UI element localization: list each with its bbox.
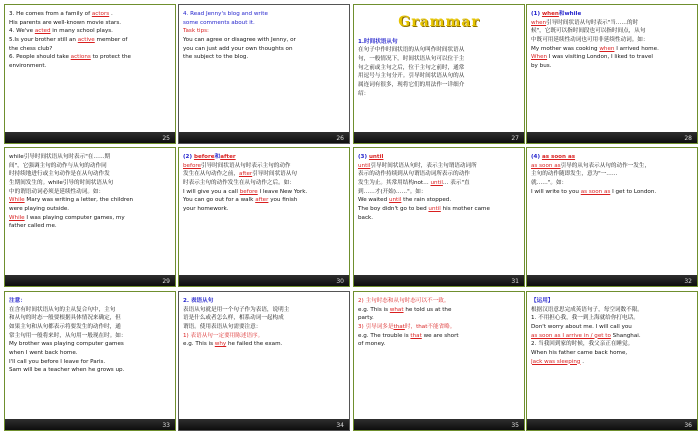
slide-text-line: party. — [358, 315, 374, 322]
slide-number: 30 — [336, 278, 344, 285]
slide-content — [531, 297, 693, 416]
slide-text-line: Jack was sleeping . — [531, 358, 584, 365]
slide-text-line: 时持续地进行或主句动作是在从句动作发 — [9, 171, 110, 178]
slide-text-line: 3) 引导词多是that时，that不能省略。 — [358, 323, 456, 330]
slide-text-line: 属连词有很多，现将它们的用法作一详细介 — [358, 81, 465, 88]
slide-content — [358, 10, 520, 129]
slide-number: 27 — [511, 135, 519, 142]
slide-text-line: 绍： — [358, 90, 370, 97]
slide-text-line: 谓语。使用表语从句需要注意： — [183, 323, 262, 330]
slide-thumbnail[interactable] — [4, 147, 176, 287]
slide-text-line: 表语从句就是用一个句子作为表语，说明主 — [183, 306, 290, 313]
slide-content — [358, 153, 520, 272]
slide-content — [183, 297, 345, 416]
slide-text-line: 5.Is your brother still an active member of — [9, 36, 128, 43]
slide-thumbnail[interactable] — [178, 291, 350, 431]
slide-text-line: 和从句的时态一般要根据具体情况来确定，但 — [9, 315, 121, 322]
slide-text-line: 2. 当我回到家的时候，我父亲正在睡觉。 — [531, 341, 634, 348]
slide-content — [531, 10, 693, 129]
slide-text-line: 根据汉语意思完成英语句子，每空词数不限。 — [531, 306, 643, 313]
slide-thumbnail[interactable] — [526, 4, 698, 144]
slide-thumbnail[interactable] — [526, 147, 698, 287]
slide-text-line: Task tips: — [183, 28, 209, 35]
slide-text-line: 用逗号与主句分开。引导时间状语从句的从 — [358, 73, 465, 80]
slide-text-line: While Mary was writing a letter, the children — [9, 197, 134, 204]
slide-text-line: 1.时间状语从句 — [358, 38, 398, 45]
slide-number: 36 — [684, 422, 692, 429]
slide-footer-bar — [527, 275, 697, 286]
slide-thumbnail[interactable] — [4, 4, 176, 144]
slide-text-line: 常主句用一般将来时，从句用一般现在时。如： — [9, 332, 127, 339]
slide-text-line: My brother was playing computer games — [9, 341, 124, 348]
slide-number: 32 — [684, 278, 692, 285]
slide-text-line: 表示的动作持续到从句谓语动词所表示的动作 — [358, 171, 470, 178]
slide-thumbnail[interactable] — [4, 291, 176, 431]
slide-text-line: You can go out for a walk after you finish — [183, 197, 298, 204]
slide-text-line: 在句子中作时间状语的从句叫作时间状语从 — [358, 47, 465, 54]
slide-text-line: When his father came back home, — [531, 349, 628, 356]
slide-text-line: 主句的动作随即发生，意为"一…… — [531, 171, 618, 178]
slide-text-line: while引导时间状语从句时表示"在……期 — [9, 154, 111, 160]
slide-thumbnail[interactable] — [353, 147, 525, 287]
slide-text-line: were playing outside. — [9, 205, 70, 212]
slide-text-line: 3. He comes from a family of actors . — [9, 11, 113, 17]
slide-thumbnail[interactable] — [178, 4, 350, 144]
slide-thumbnail[interactable] — [178, 147, 350, 287]
slide-content — [183, 153, 345, 272]
slide-text-line: 1. 不用担心我，我一到上海就给你打电话。 — [531, 315, 639, 322]
slide-text-line: you can just add your own thoughts on — [183, 45, 293, 52]
slide-text-line: 1) 表语从句一定要用陈述语序。 — [183, 332, 264, 339]
slide-text-line: 时表示主句的动作发生在从句动作之后。如： — [183, 179, 295, 186]
slide-number: 34 — [336, 422, 344, 429]
slide-content — [531, 153, 693, 272]
slide-text-line: 语是什么或者怎么样，相系动词一起构成 — [183, 315, 284, 322]
slide-text-line: (2) before和after — [183, 154, 236, 160]
slide-footer-bar — [179, 419, 349, 430]
slide-number: 31 — [511, 278, 519, 285]
slide-text-line: I will write to you as soon as I get to London. — [531, 188, 657, 195]
slide-content — [9, 297, 171, 416]
slide-text-line: environment. — [9, 62, 47, 69]
slide-footer-bar — [179, 132, 349, 143]
slide-text-line: 2. 表语从句 — [183, 298, 214, 304]
slide-text-line: your homework. — [183, 205, 229, 212]
slide-text-line: While I was playing computer games, my — [9, 214, 125, 221]
slide-text-line: 生期间发生的。while引导的时间状语从句 — [9, 179, 114, 186]
slide-title: Grammar — [398, 14, 480, 30]
slide-text-line: 2) 主句时态和从句时态可以不一致。 — [358, 298, 450, 304]
slide-text-line: 中的谓语动词必须是延续性动词。如： — [9, 188, 105, 195]
slide-text-line: 【运用】 — [531, 298, 554, 304]
slide-footer-bar — [527, 132, 697, 143]
slide-text-line: The boy didn't go to bed until his mother came — [358, 205, 490, 212]
slide-text-line: as soon as引导的从句表示从句的动作一发生， — [531, 162, 651, 169]
slide-thumbnail[interactable] — [526, 291, 698, 431]
slide-footer-bar — [5, 275, 175, 286]
slide-text-line: We waited until the rain stopped. — [358, 197, 452, 204]
slide-text-line: 发生在从句动作之前，after引导时间状语从句 — [183, 171, 297, 178]
slide-text-line: Don't worry about me. I will call you — [531, 323, 632, 330]
slide-text-line: 间"，它强调主句的动作与从句的动作同 — [9, 162, 107, 169]
slide-text-line: 句，一般情况下，时间状语从句可以位于主 — [358, 56, 465, 62]
slide-text-line: I will give you a call before I leave New York. — [183, 188, 308, 195]
slide-text-line: e.g. This is what he told us at the — [358, 306, 452, 313]
slide-text-line: His parents are well-known movie stars. — [9, 19, 122, 26]
slide-number: 26 — [336, 135, 344, 142]
slide-text-line: 注意： — [9, 298, 26, 304]
slide-text-line: 4. Read Jenny's blog and write — [183, 11, 268, 17]
slide-footer-bar — [5, 132, 175, 143]
slide-text-line: I'll call you before I leave for Paris. — [9, 358, 106, 365]
slide-text-line: Sam will be a teacher when he grows up. — [9, 367, 125, 374]
slide-text-line: 6. People should take actions to protect the — [9, 54, 131, 61]
slide-text-line: (3) until — [358, 154, 384, 160]
slide-text-line: 发生为止。其常用结构not… until… 表示"直 — [358, 179, 470, 186]
slide-text-line: the subject to the blog. — [183, 54, 249, 61]
slide-text-line: When I was visiting London, I liked to travel — [531, 54, 653, 61]
slide-number: 28 — [684, 135, 692, 142]
slide-text-line: 中既可用延续性动词也可用非延续性动词。如： — [531, 36, 649, 43]
slide-text-line: some comments about it. — [183, 19, 255, 26]
slide-footer-bar — [179, 275, 349, 286]
slide-text-line: My mother was cooking when I arrived home. — [531, 45, 659, 52]
slide-content — [9, 153, 171, 272]
slide-number: 25 — [162, 135, 170, 142]
slide-number: 33 — [162, 422, 170, 429]
slide-text-line: 候"，它既可以指时间段也可以指时间点，从句 — [531, 28, 646, 35]
slide-text-line: You can agree or disagree with Jenny, or — [183, 36, 296, 43]
slide-number: 35 — [511, 422, 519, 429]
slide-text-line: 就……"。如： — [531, 179, 568, 186]
slide-footer-bar — [354, 275, 524, 286]
slide-number: 29 — [162, 278, 170, 285]
slide-text-line: 句之前或主句之后，位于主句之前时，通常 — [358, 64, 465, 71]
slide-text-line: e.g. The trouble is that we are short — [358, 332, 459, 339]
slide-text-line: 到……才(开始)……"。如： — [358, 188, 427, 195]
slide-content — [9, 10, 171, 129]
slide-text-line: before引导时间状语从句时表示主句的动作 — [183, 162, 291, 169]
slide-text-line: 如果主句和从句都表示将要发生的动作时，通 — [9, 323, 121, 330]
slide-text-line: (4) as soon as — [531, 154, 576, 160]
slide-text-line: 4. We've acted in many school plays. — [9, 28, 113, 35]
slide-text-line: until引导时间状语从句时，表示主句谓语动词所 — [358, 162, 477, 169]
slide-thumbnail[interactable] — [353, 291, 525, 431]
slide-text-line: (1) when和while — [531, 11, 582, 17]
slide-footer-bar — [527, 419, 697, 430]
slide-text-line: father called me. — [9, 223, 57, 230]
slide-content — [358, 297, 520, 416]
slide-text-line: e.g. This is why he failed the exam. — [183, 341, 283, 348]
slide-content — [183, 10, 345, 129]
slide-text-line: when引导时间状语从句时表示"当……的时 — [531, 19, 639, 26]
slide-footer-bar — [354, 419, 524, 430]
slide-footer-bar — [354, 132, 524, 143]
slide-text-line: back. — [358, 214, 374, 221]
slide-text-line: by bus. — [531, 62, 552, 69]
slide-text-line: 在含有时间状语从句的主从复合句中，主句 — [9, 306, 116, 313]
slide-text-line: as soon as I arrive in / get to Shanghai. — [531, 332, 641, 339]
slide-text-line: when I went back home. — [9, 349, 78, 356]
slide-thumbnail[interactable] — [353, 4, 525, 144]
slide-text-line: the chess club? — [9, 45, 53, 52]
slide-text-line: of money. — [358, 341, 386, 348]
slide-footer-bar — [5, 419, 175, 430]
